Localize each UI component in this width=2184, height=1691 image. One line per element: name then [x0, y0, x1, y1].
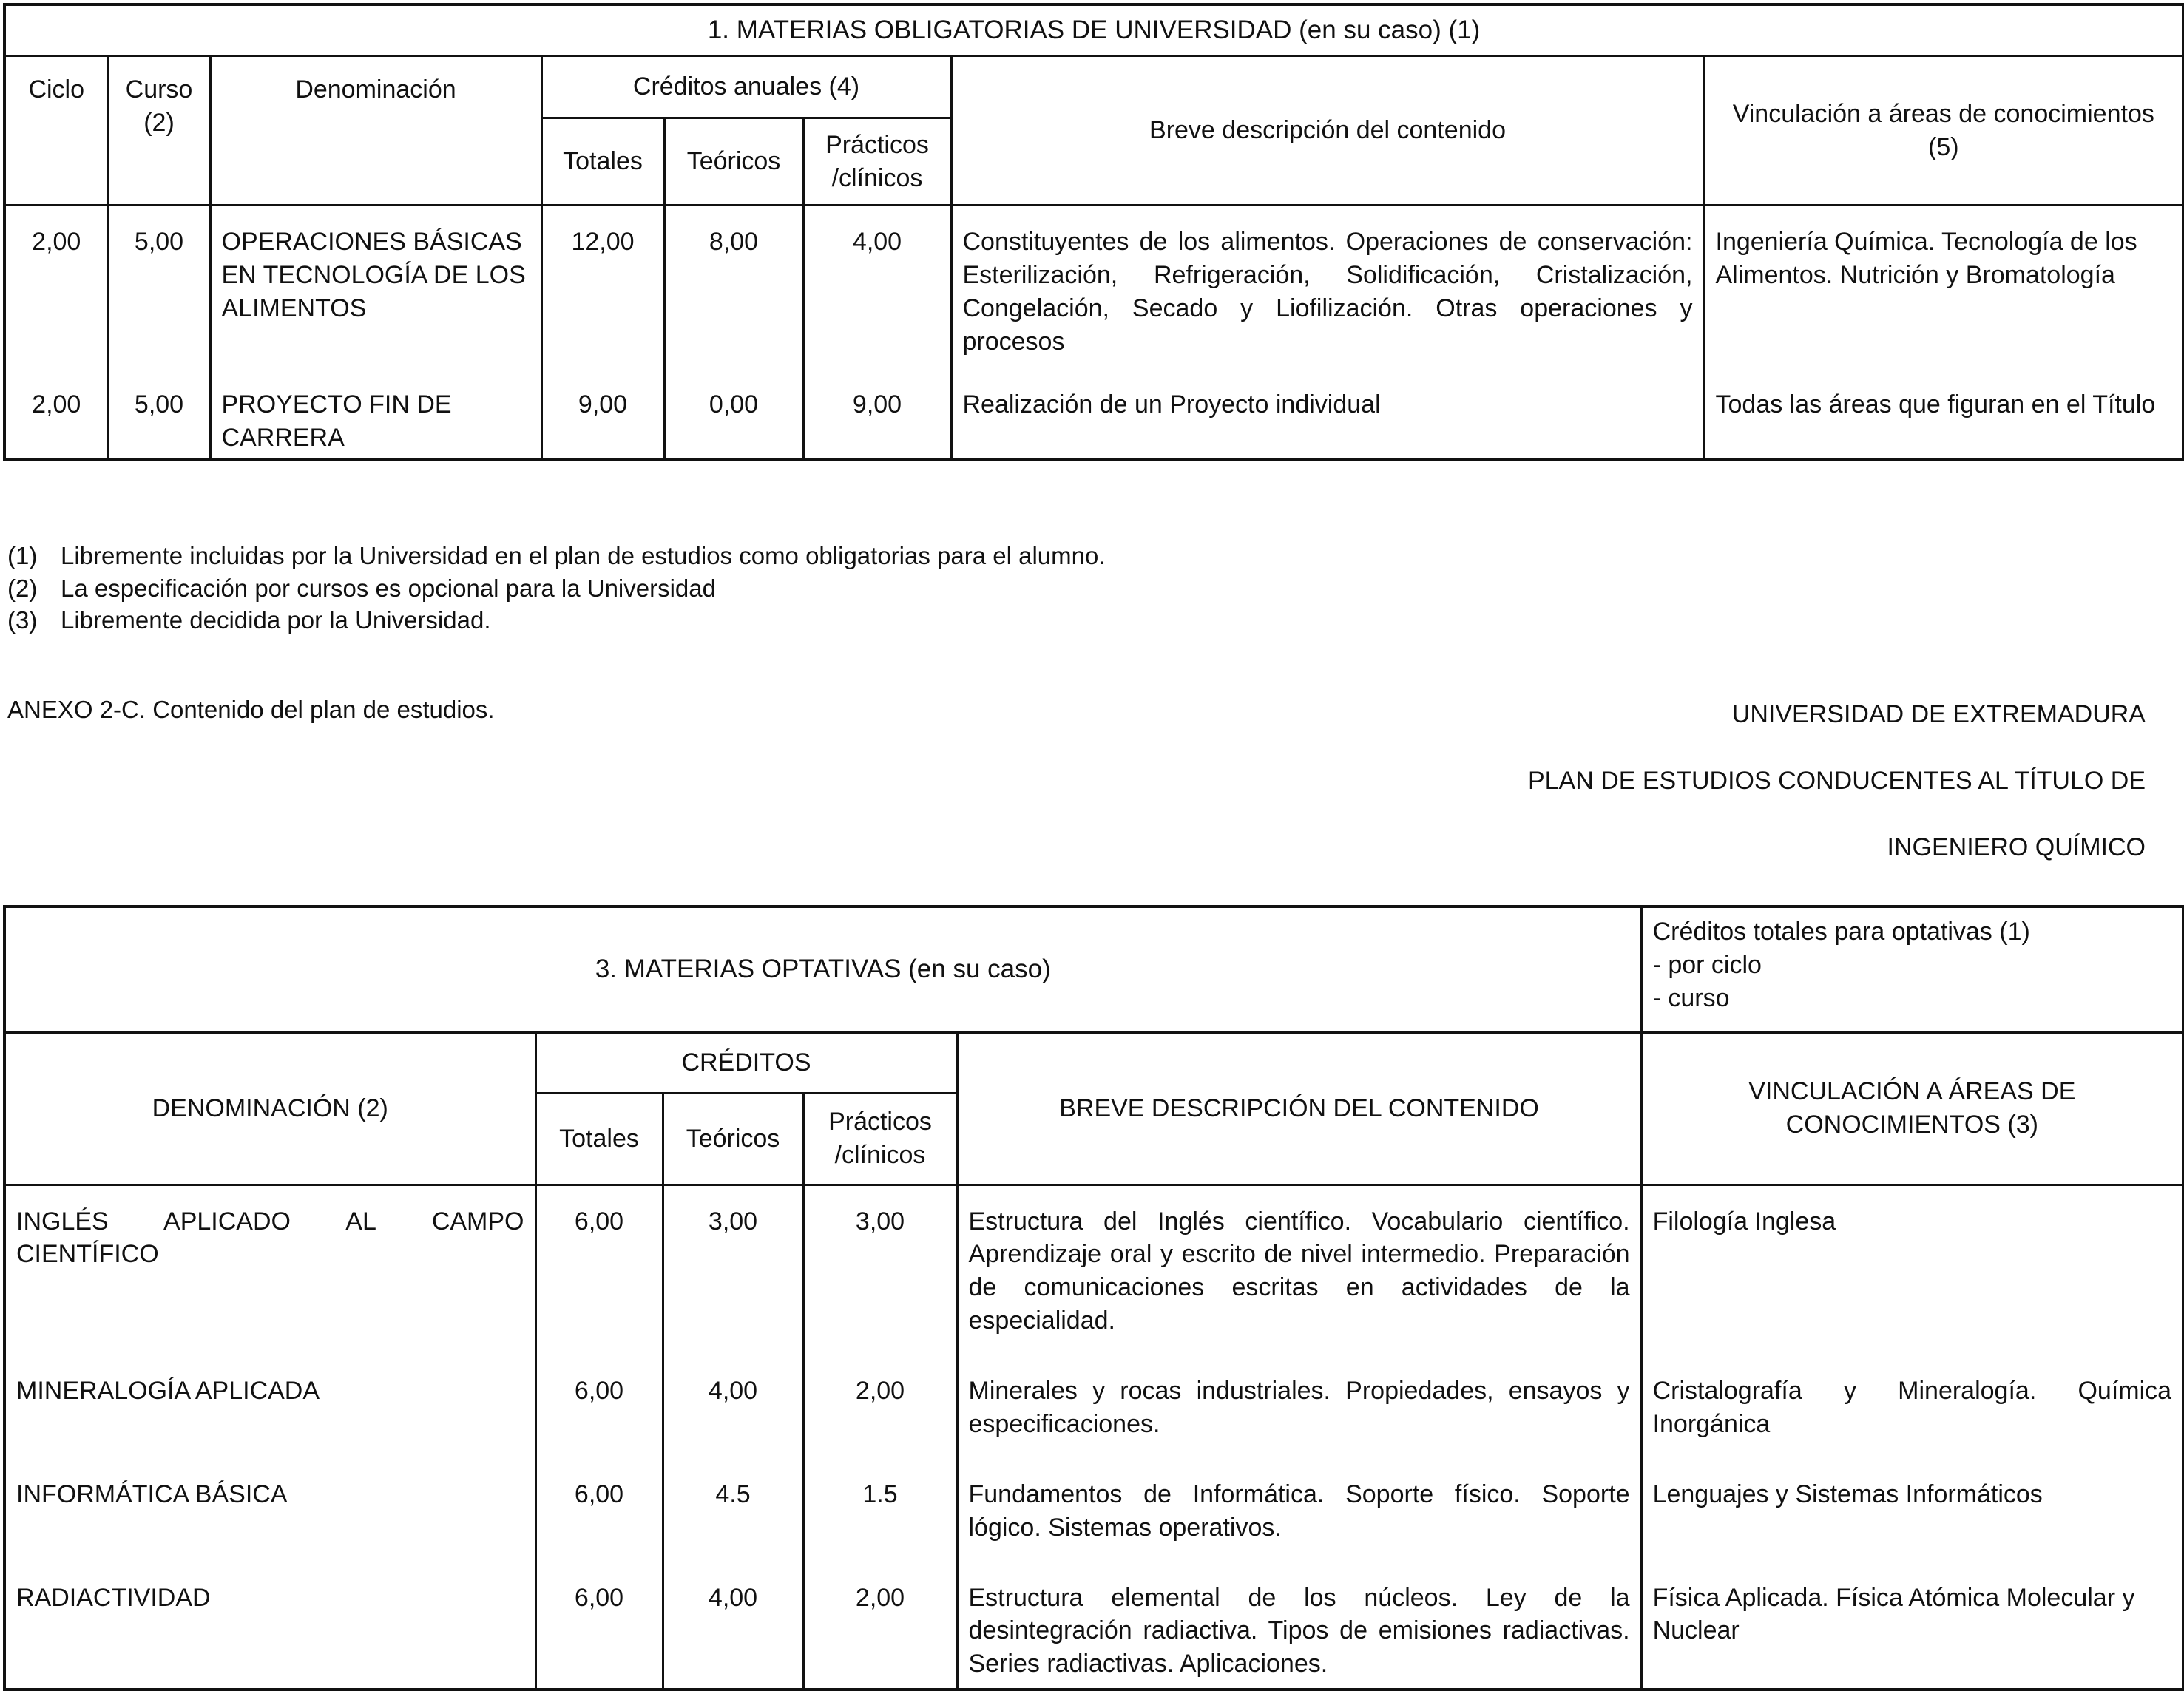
cell-denominacion: MINERALOGÍA APLICADA — [4, 1357, 535, 1460]
cell-teoricos: 0,00 — [664, 372, 803, 461]
credits-total-box — [1641, 907, 2183, 1032]
cell-teoricos: 4,00 — [663, 1564, 803, 1690]
header-practicos: Prácticos /clínicos — [803, 118, 951, 206]
header-ciclo: Ciclo — [4, 56, 108, 206]
header-denominacion: DENOMINACIÓN (2) — [4, 1032, 535, 1185]
cell-totales: 9,00 — [541, 372, 664, 461]
header-teoricos: Teóricos — [663, 1093, 803, 1185]
table1-title: 1. MATERIAS OBLIGATORIAS DE UNIVERSIDAD (en su caso) (1) — [4, 4, 2183, 56]
cell-vinculacion: Lenguajes y Sistemas Informáticos — [1641, 1460, 2183, 1564]
header-creditos-anuales: Créditos anuales (4) — [541, 56, 951, 118]
cell-teoricos: 8,00 — [664, 206, 803, 372]
cell-ciclo: 2,00 — [4, 372, 108, 461]
cell-ciclo: 2,00 — [4, 206, 108, 372]
degree-title: INGENIERO QUÍMICO — [1887, 833, 2146, 861]
cell-totales: 6,00 — [535, 1564, 663, 1690]
header-totales: Totales — [541, 118, 664, 206]
cell-denominacion: PROYECTO FIN DE CARRERA — [210, 372, 541, 461]
header-descripcion: BREVE DESCRIPCIÓN DEL CONTENIDO — [957, 1032, 1641, 1185]
header-totales: Totales — [535, 1093, 663, 1185]
table3-title: 3. MATERIAS OPTATIVAS (en su caso) — [4, 907, 1641, 1032]
cell-curso: 5,00 — [108, 372, 210, 461]
cell-denominacion: INGLÉS APLICADO AL CAMPO CIENTÍFICO — [4, 1185, 535, 1357]
cell-teoricos: 4.5 — [663, 1460, 803, 1564]
cell-vinculacion: Todas las áreas que figuran en el Título — [1704, 372, 2183, 461]
header-curso: Curso (2) — [108, 56, 210, 206]
cell-totales: 6,00 — [535, 1460, 663, 1564]
header-practicos: Prácticos /clínicos — [803, 1093, 957, 1185]
header-descripcion: Breve descripción del contenido — [951, 56, 1704, 206]
credits-per-cycle: - por ciclo — [1652, 950, 1762, 979]
cell-practicos: 3,00 — [803, 1185, 957, 1357]
cell-vinculacion: Física Aplicada. Física Atómica Molecular y Nuclear — [1641, 1564, 2183, 1690]
table-materias-obligatorias — [3, 3, 2184, 461]
header-vinculacion: Vinculación a áreas de conocimientos (5) — [1704, 56, 2183, 206]
footnote-3: (3) Libremente decidida por la Universidad. — [7, 606, 491, 634]
cell-vinculacion: Ingeniería Química. Tecnología de los Alimentos. Nutrición y Bromatología — [1704, 206, 2183, 372]
cell-denominacion: OPERACIONES BÁSICAS EN TECNOLOGÍA DE LOS ALIMENTOS — [210, 206, 541, 372]
table-row — [4, 1460, 2183, 1564]
credits-per-course: - curso — [1652, 983, 1730, 1012]
plan-title: PLAN DE ESTUDIOS CONDUCENTES AL TÍTULO DE — [1527, 767, 2146, 795]
footnote-2: (2) La especificación por cursos es opcional para la Universidad — [7, 574, 716, 602]
document-header — [1528, 698, 2146, 898]
table-row — [4, 206, 2183, 372]
cell-vinculacion: Filología Inglesa — [1641, 1185, 2183, 1357]
cell-teoricos: 3,00 — [663, 1185, 803, 1357]
cell-vinculacion: Cristalografía y Mineralogía. Química Inorgánica — [1641, 1357, 2183, 1460]
cell-teoricos: 4,00 — [663, 1357, 803, 1460]
footnotes — [7, 540, 1106, 637]
cell-practicos: 2,00 — [803, 1357, 957, 1460]
table-materias-optativas — [3, 905, 2184, 1691]
table-row — [4, 372, 2183, 461]
table-row — [4, 1185, 2183, 1357]
header-creditos: CRÉDITOS — [535, 1032, 957, 1093]
cell-descripcion: Estructura del Inglés científico. Vocabulario científico. Aprendizaje oral y escrito de nivel intermedio. Preparación de comunicaciones escritas en actividades de la especialidad. — [957, 1185, 1641, 1357]
cell-practicos: 4,00 — [803, 206, 951, 372]
cell-denominacion: RADIACTIVIDAD — [4, 1564, 535, 1690]
cell-descripcion: Minerales y rocas industriales. Propiedades, ensayos y especificaciones. — [957, 1357, 1641, 1460]
cell-practicos: 2,00 — [803, 1564, 957, 1690]
cell-practicos: 9,00 — [803, 372, 951, 461]
annex-label: ANEXO 2-C. Contenido del plan de estudios. — [7, 696, 495, 723]
cell-denominacion: INFORMÁTICA BÁSICA — [4, 1460, 535, 1564]
university-name: UNIVERSIDAD DE EXTREMADURA — [1731, 700, 2146, 728]
cell-descripcion: Fundamentos de Informática. Soporte físico. Soporte lógico. Sistemas operativos. — [957, 1460, 1641, 1564]
footnote-1: (1) Libremente incluidas por la Universidad en el plan de estudios como obligatorias para el alumno. — [7, 542, 1106, 569]
cell-totales: 6,00 — [535, 1357, 663, 1460]
header-denominacion: Denominación — [210, 56, 541, 206]
cell-practicos: 1.5 — [803, 1460, 957, 1564]
cell-totales: 6,00 — [535, 1185, 663, 1357]
table-row — [4, 1564, 2183, 1690]
cell-curso: 5,00 — [108, 206, 210, 372]
table-row — [4, 1357, 2183, 1460]
credits-total-label: Créditos totales para optativas (1) — [1652, 918, 2030, 946]
cell-descripcion: Constituyentes de los alimentos. Operaciones de conservación: Esterilización, Refrigeración, Solidificación, Cristalización, Congelación, Secado y Liofilización. Otras operaciones y procesos — [951, 206, 1704, 372]
cell-totales: 12,00 — [541, 206, 664, 372]
header-teoricos: Teóricos — [664, 118, 803, 206]
header-vinculacion: VINCULACIÓN A ÁREAS DE CONOCIMIENTOS (3) — [1641, 1032, 2183, 1185]
cell-descripcion: Realización de un Proyecto individual — [951, 372, 1704, 461]
cell-descripcion: Estructura elemental de los núcleos. Ley de la desintegración radiactiva. Tipos de emisiones radiactivas. Series radiactivas. Aplicaciones. — [957, 1564, 1641, 1690]
